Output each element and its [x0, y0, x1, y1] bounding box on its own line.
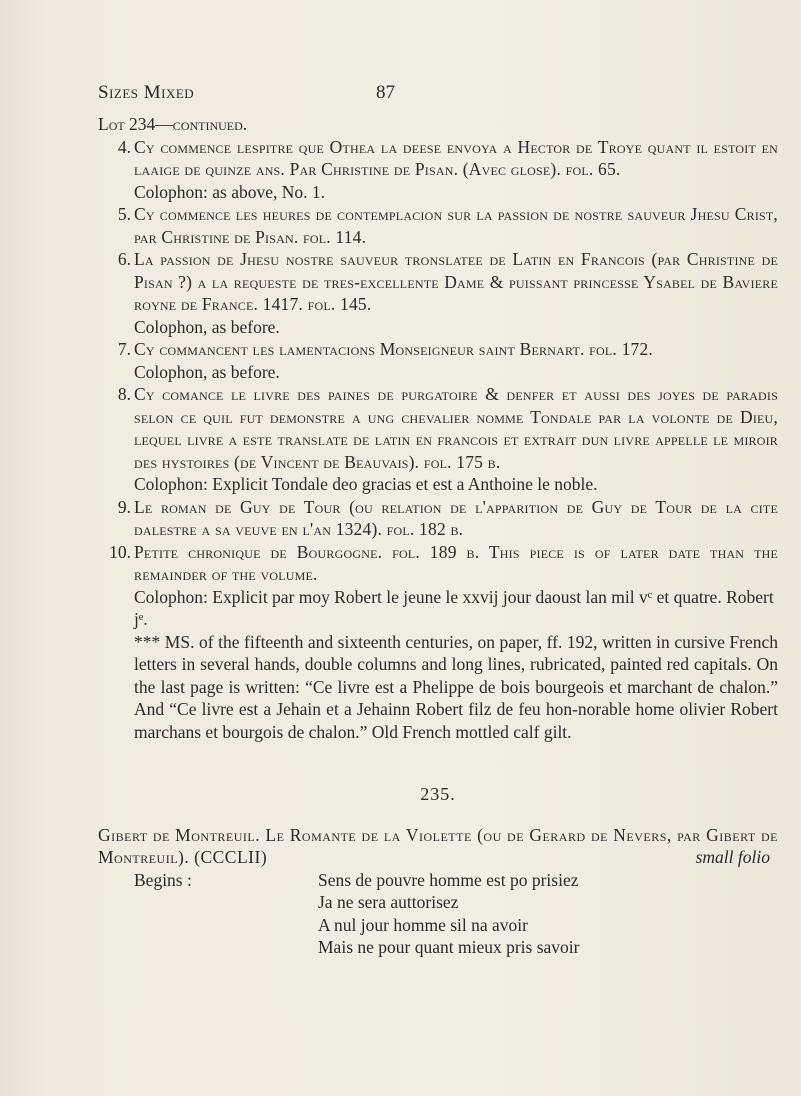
entry-number: 5.	[117, 204, 131, 224]
colophon: Colophon: as above, No. 1.	[134, 181, 326, 202]
lot-heading-text: Gibert de Montreuil. Le Romante de la Violette (ou de Gerard de Nevers, par Gibert de Montreuil). (CCCLII)	[98, 824, 778, 867]
lot-continued-title: Lot 234—continued.	[98, 114, 248, 134]
entry-10	[98, 541, 778, 586]
colophon: Colophon, as before.	[134, 361, 280, 382]
entry-text: Cy commancent les lamentacions Monseigneur saint Bernart. fol. 172.	[134, 339, 654, 359]
entry-text: Cy comance le livre des paines de purgatoire & denfer et aussi des joyes de paradis selon ce quil fut demonstre a ung chevalier nomme Tondale par la volonte de Dieu, lequel livre a este translate de latin en francois et extrait dun livre appelle le miroir des hystoires (de Vincent de Beauvais). fol. 175 b.	[134, 384, 778, 472]
verse-lines	[98, 869, 778, 959]
colophon: Colophon: Explicit Tondale deo gracias et est a Anthoine le noble.	[134, 474, 598, 494]
verse-line: Mais ne pour quant mieux pris savoir	[318, 937, 580, 957]
header-section-title: Sizes Mixed	[98, 82, 195, 103]
entry-4	[98, 136, 778, 181]
entry-text: Cy commence lespitre que Othea la deese envoya a Hector de Troye quant il estoit en laaige de quinze ans. Par Christine de Pisan. (Avec glose). fol. 65.	[134, 136, 778, 179]
entry-8	[98, 383, 778, 473]
entry-5	[98, 203, 778, 248]
entry-text: Petite chronique de Bourgogne. fol. 189 b. This piece is of later date than the remainder of the volume.	[134, 541, 778, 584]
entry-number: 4.	[117, 136, 131, 157]
colophon: Colophon: Explicit par moy Robert le jeune le xxvij jour daoust lan mil vᶜ et quatre. Robert jᵉ.	[134, 586, 774, 629]
entry-6	[98, 248, 778, 316]
verse-line: A nul jour homme sil na avoir	[318, 914, 528, 935]
lot-235	[98, 824, 778, 959]
verse-line: Sens de pouvre homme est po prisiez	[318, 869, 579, 890]
entry-number: 10.	[109, 541, 131, 562]
begins-label: Begins :	[134, 869, 192, 890]
entry-text: Cy commence les heures de contemplacion sur la passion de nostre sauveur Jhesu Crist, par Christine de Pisan. fol. 114.	[134, 204, 778, 247]
colophon: Colophon, as before.	[134, 316, 280, 337]
lot-heading	[98, 824, 778, 869]
entry-number: 9.	[117, 496, 131, 517]
entry-number: 7.	[117, 339, 131, 359]
verse-line: Ja ne sera auttorisez	[318, 892, 459, 912]
page-number: 87	[376, 82, 395, 103]
entry-number: 8.	[117, 384, 131, 404]
entry-text: La passion de Jhesu nostre sauveur tronslatee de Latin en Francois (par Christine de Pisan ?) a la requeste de tres-excellente Dame & puissant princesse Ysabel de Baviere royne de France. 1417. fol. 145.	[134, 249, 778, 314]
entry-7	[98, 338, 778, 361]
running-header	[98, 82, 801, 106]
lot-number: 235.	[420, 784, 456, 804]
page-body	[98, 113, 778, 959]
entry-text: Le roman de Guy de Tour (ou relation de l'apparition de Guy de Tour de la cite dalestre a sa veuve en l'an 1324). fol. 182 b.	[134, 496, 778, 539]
entry-number: 6.	[117, 249, 131, 269]
entry-9	[98, 496, 778, 541]
incipit	[98, 869, 778, 959]
manuscript-description: *** MS. of the fifteenth and sixteenth centuries, on paper, ff. 192, written in cursive French letters in several hands, double columns and long lines, rubricated, painted red capitals. On the last page is written: “Ce livre est a Phelippe de bois bourgeois et marchant de chalon.” And “Ce livre est a Jehain et a Jehainn Robert filz de feu hon-norable home olivier Robert marchans et bourgois de chalon.” Old French mottled calf gilt.	[134, 631, 778, 742]
book-format: small folio	[695, 847, 770, 867]
